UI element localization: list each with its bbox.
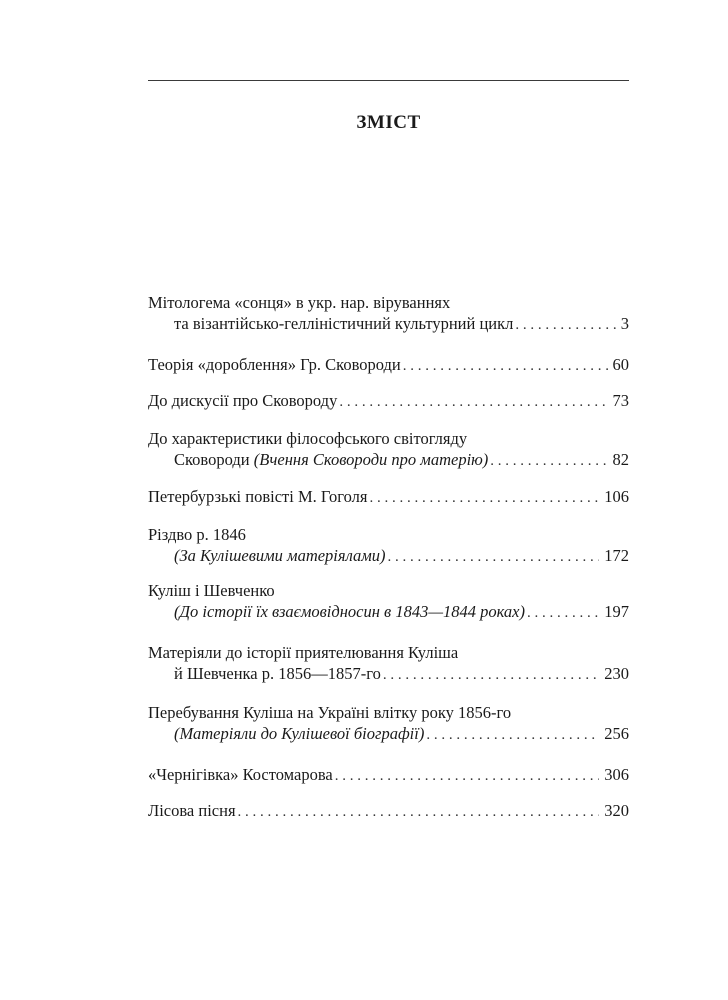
- toc-entry-page: 197: [604, 602, 629, 621]
- toc-entry-page: 82: [612, 450, 629, 469]
- toc-entry-title: Петербурзькі повісті М. Гоголя: [148, 487, 368, 506]
- leader-dots: [238, 802, 600, 823]
- leader-dots: [335, 766, 600, 787]
- toc-entry-subtitle: Сковороди (Вчення Сковороди про матерію): [174, 450, 489, 469]
- toc-entry-page: 73: [612, 391, 629, 410]
- toc-entry[interactable]: [148, 642, 629, 686]
- toc-entry-line: [148, 292, 629, 313]
- toc-entry[interactable]: [148, 292, 629, 336]
- toc-entry-line: [148, 313, 629, 336]
- toc-entry-title: «Чернігівка» Костомарова: [148, 765, 333, 784]
- toc-entry-page: 106: [604, 487, 629, 506]
- toc-entry-line: [148, 545, 629, 568]
- toc-entry-title: Куліш і Шевченко: [148, 581, 275, 600]
- toc-entry-page: 320: [604, 801, 629, 820]
- page-title: ЗМІСТ: [356, 112, 421, 133]
- header-rule: [148, 80, 629, 81]
- toc-entry[interactable]: [148, 580, 629, 624]
- toc-entry-page: 256: [604, 724, 629, 743]
- leader-dots: [527, 603, 599, 624]
- toc-entry-line: [148, 486, 629, 509]
- toc-entry-subtitle: та візантійсько-гелліністичний культурний цикл: [174, 314, 514, 333]
- toc-entry-line: [148, 390, 629, 413]
- toc-entry-subtitle: й Шевченка р. 1856—1857-го: [174, 664, 381, 683]
- toc-entry[interactable]: [148, 390, 629, 413]
- toc-entry-subtitle: (До історії їх взаємовідносин в 1843—1844 роках): [174, 602, 525, 621]
- toc-entry-line: [148, 723, 629, 746]
- leader-dots: [403, 356, 608, 377]
- toc-entry-title: До дискусії про Сковороду: [148, 391, 338, 410]
- toc-entry-title: До характеристики філософського світогляду: [148, 429, 468, 448]
- toc-entry-line: [148, 428, 629, 449]
- toc-entry-line: [148, 800, 629, 823]
- toc-entry-line: [148, 449, 629, 472]
- toc-entry[interactable]: [148, 486, 629, 509]
- toc-entry-title: Теорія «дороблення» Гр. Сковороди: [148, 355, 401, 374]
- toc-entry[interactable]: [148, 764, 629, 787]
- toc-entry-page: 172: [604, 546, 629, 565]
- toc-entry-line: [148, 764, 629, 787]
- toc-entry[interactable]: [148, 354, 629, 377]
- toc-entry-subtitle: (За Кулішевими матеріялами): [174, 546, 386, 565]
- toc-entry-line: [148, 524, 629, 545]
- toc-entry-page: 306: [604, 765, 629, 784]
- toc-entry[interactable]: [148, 702, 629, 746]
- toc-entry-page: 3: [620, 314, 629, 333]
- toc-entry-line: [148, 601, 629, 624]
- toc-entry[interactable]: [148, 800, 629, 823]
- leader-dots: [388, 547, 600, 568]
- leader-dots: [515, 315, 615, 336]
- leader-dots: [339, 392, 607, 413]
- leader-dots: [426, 725, 599, 746]
- toc-entry-title: Матеріяли до історії приятелювання Куліша: [148, 643, 459, 662]
- toc-entry-line: [148, 663, 629, 686]
- toc-entry-line: [148, 354, 629, 377]
- toc-entry-line: [148, 702, 629, 723]
- toc-entry-title: Перебування Куліша на Україні влітку року 1856-го: [148, 703, 512, 722]
- toc-entry-page: 230: [604, 664, 629, 683]
- toc-entry-title: Різдво р. 1846: [148, 525, 246, 544]
- leader-dots: [490, 451, 607, 472]
- toc-entry[interactable]: [148, 428, 629, 472]
- toc-entry-line: [148, 580, 629, 601]
- toc-entry[interactable]: [148, 524, 629, 568]
- toc-entry-page: 60: [612, 355, 629, 374]
- toc-entry-title: Лісова пісня: [148, 801, 236, 820]
- toc-entry-line: [148, 642, 629, 663]
- toc-entry-title: Мітологема «сонця» в укр. нар. віруваннях: [148, 293, 451, 312]
- toc-entry-subtitle: (Матеріяли до Кулішевої біографії): [174, 724, 425, 743]
- leader-dots: [383, 665, 599, 686]
- leader-dots: [369, 488, 599, 509]
